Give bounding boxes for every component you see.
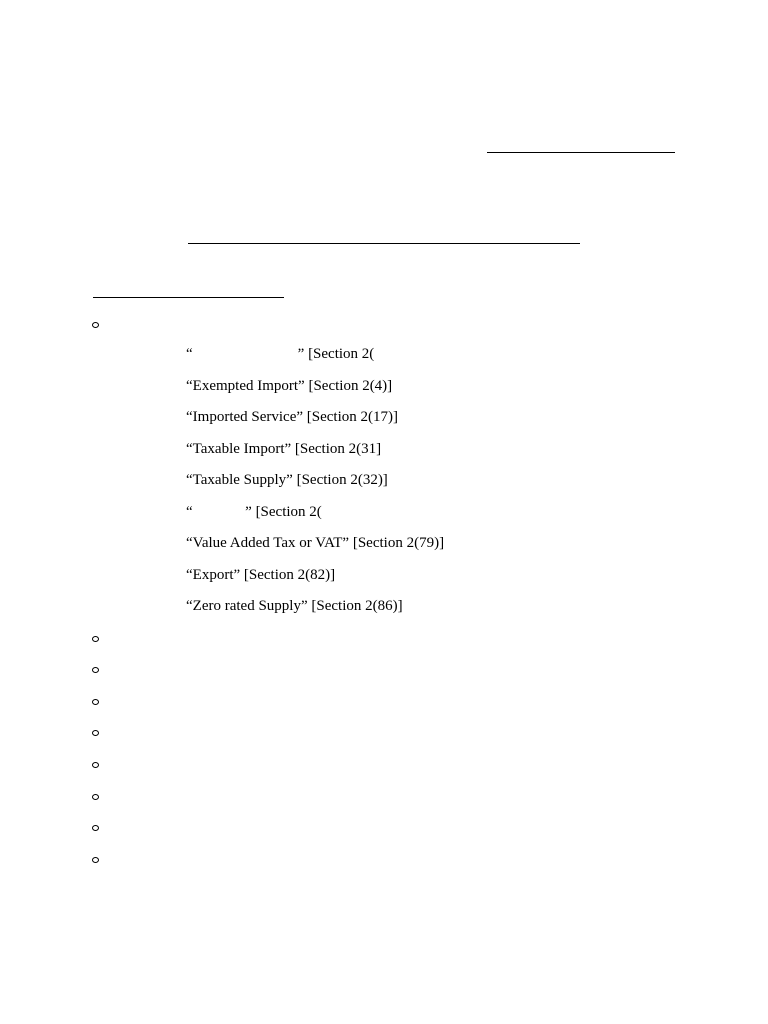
- definition-item: “ ” [Section 2(: [186, 504, 322, 520]
- list-bullet: [92, 857, 99, 863]
- definition-item: “Export” [Section 2(82)]: [186, 567, 336, 583]
- list-bullet: [92, 730, 99, 736]
- section-heading-rule: [93, 297, 284, 298]
- list-bullet: [92, 667, 99, 673]
- list-bullet: [92, 794, 99, 800]
- definition-item: “Exempted Import” [Section 2(4)]: [186, 378, 393, 394]
- definition-item: “ ” [Section 2(: [186, 346, 375, 362]
- top-right-rule: [487, 152, 675, 153]
- definition-item: “Taxable Import” [Section 2(31]: [186, 441, 382, 457]
- list-bullet: [92, 699, 99, 705]
- list-bullet: [92, 322, 99, 328]
- definition-item: “Imported Service” [Section 2(17)]: [186, 409, 398, 425]
- list-bullet: [92, 636, 99, 642]
- definition-item: “Taxable Supply” [Section 2(32)]: [186, 472, 388, 488]
- title-rule: [188, 243, 580, 244]
- definition-item: “Value Added Tax or VAT” [Section 2(79)]: [186, 535, 445, 551]
- definition-item: “Zero rated Supply” [Section 2(86)]: [186, 598, 403, 614]
- list-bullet: [92, 762, 99, 768]
- list-bullet: [92, 825, 99, 831]
